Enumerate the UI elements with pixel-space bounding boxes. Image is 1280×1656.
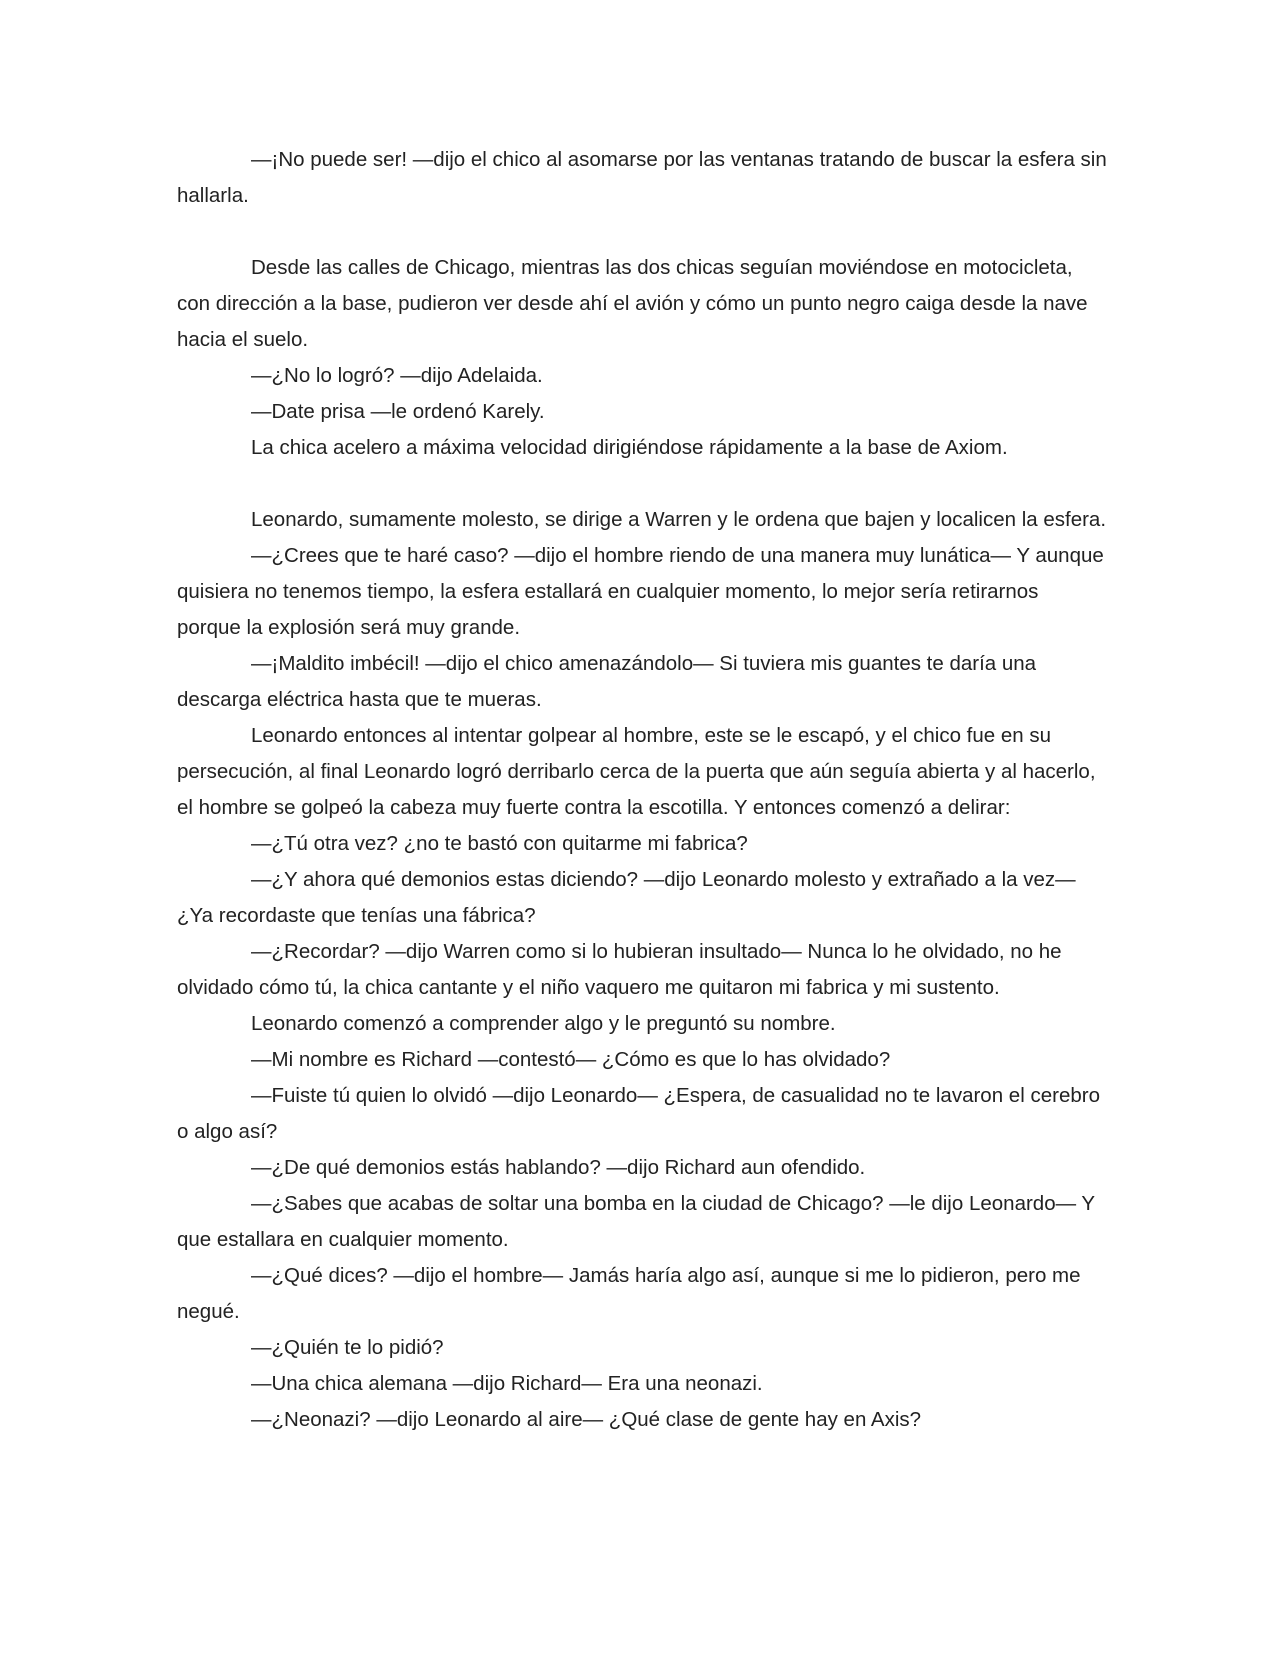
paragraph: —¿De qué demonios estás hablando? —dijo Richard aun ofendido. (251, 1156, 866, 1179)
paragraph: —¿Crees que te haré caso? —dijo el hombre riendo de una manera muy lunática— Y aunque quisiera no tenemos tiempo, la esfera estallará en cualquier momento, lo mejor sería retirarnos porque la explosión será muy grande. (177, 544, 1104, 639)
paragraph: —Una chica alemana —dijo Richard— Era una neonazi. (251, 1372, 763, 1395)
paragraph: La chica acelero a máxima velocidad dirigiéndose rápidamente a la base de Axiom. (251, 436, 1008, 459)
paragraph: Leonardo, sumamente molesto, se dirige a Warren y le ordena que bajen y localicen la esfera. (251, 508, 1107, 531)
paragraph: —Mi nombre es Richard —contestó— ¿Cómo es que lo has olvidado? (251, 1048, 891, 1071)
paragraph: —¿Y ahora qué demonios estas diciendo? —dijo Leonardo molesto y extrañado a la vez— ¿Ya recordaste que tenías una fábrica? (177, 868, 1076, 927)
paragraph: —¿Quién te lo pidió? (251, 1336, 444, 1359)
paragraph: —¿Tú otra vez? ¿no te bastó con quitarme mi fabrica? (251, 832, 748, 855)
paragraph: —Date prisa —le ordenó Karely. (251, 400, 545, 423)
paragraph: —¡Maldito imbécil! —dijo el chico amenazándolo— Si tuviera mis guantes te daría una descarga eléctrica hasta que te mueras. (177, 652, 1037, 711)
paragraph: —¿Recordar? —dijo Warren como si lo hubieran insultado— Nunca lo he olvidado, no he olvidado cómo tú, la chica cantante y el niño vaquero me quitaron mi fabrica y mi sustento. (177, 940, 1062, 999)
document-body (177, 142, 1107, 1438)
paragraph: —¿Qué dices? —dijo el hombre— Jamás haría algo así, aunque si me lo pidieron, pero me negué. (177, 1264, 1081, 1323)
paragraph: —¿Neonazi? —dijo Leonardo al aire— ¿Qué clase de gente hay en Axis? (251, 1408, 922, 1431)
paragraph: Leonardo entonces al intentar golpear al hombre, este se le escapó, y el chico fue en su persecución, al final Leonardo logró derribarlo cerca de la puerta que aún seguía abierta y al hacerlo, el hombre se golpeó la cabeza muy fuerte contra la escotilla. Y entonces comenzó a delirar: (177, 724, 1096, 819)
paragraph: —¿Sabes que acabas de soltar una bomba en la ciudad de Chicago? —le dijo Leonardo— Y que estallara en cualquier momento. (177, 1192, 1095, 1251)
paragraph: Leonardo comenzó a comprender algo y le preguntó su nombre. (251, 1012, 836, 1035)
paragraph: —Fuiste tú quien lo olvidó —dijo Leonardo— ¿Espera, de casualidad no te lavaron el cerebro o algo así? (177, 1084, 1100, 1143)
paragraph: —¡No puede ser! —dijo el chico al asomarse por las ventanas tratando de buscar la esfera sin hallarla. (177, 148, 1107, 207)
paragraph: —¿No lo logró? —dijo Adelaida. (251, 364, 543, 387)
paragraph: Desde las calles de Chicago, mientras las dos chicas seguían moviéndose en motocicleta, con dirección a la base, pudieron ver desde ahí el avión y cómo un punto negro caiga desde la nave hacia el suelo. (177, 256, 1088, 351)
